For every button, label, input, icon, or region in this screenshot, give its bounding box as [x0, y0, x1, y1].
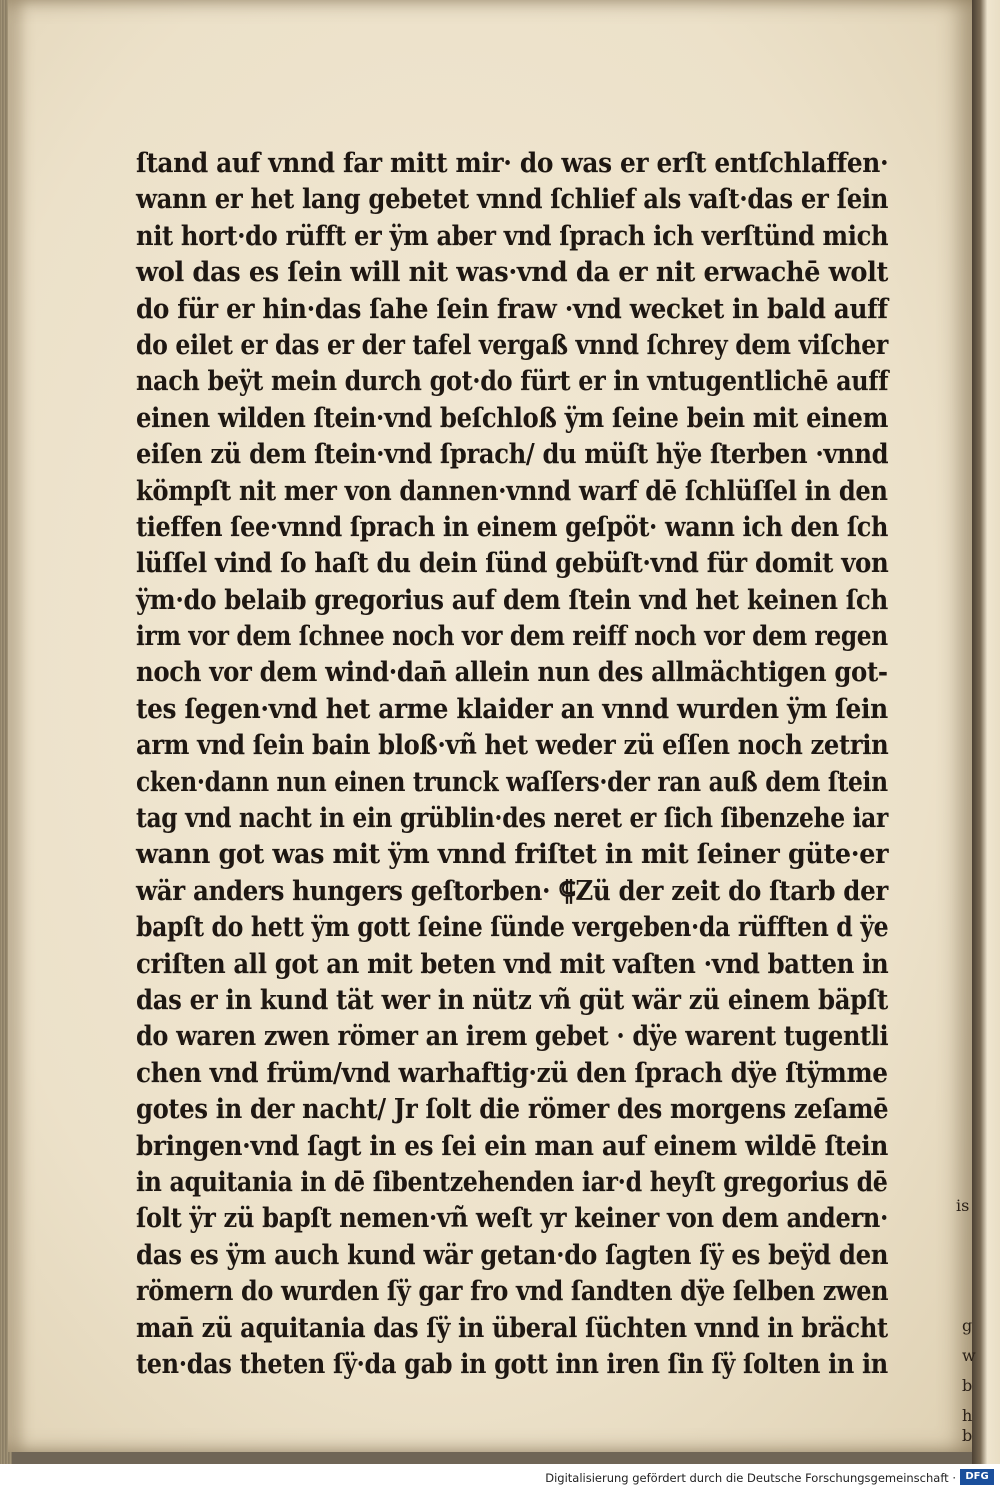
text-line: do waren zwen römer an irem gebet · dÿe warent tugentli [136, 1021, 889, 1053]
facing-page-glyph: b [962, 1426, 973, 1445]
facing-page-glyph: h [962, 1406, 973, 1425]
text-line: das er in kund tät wer in nütz vñ güt wär zü einem bäpſt [136, 984, 888, 1016]
text-line: eiſen zü dem ſtein·vnd ſprach/ du müſt hÿe ſterben ·vnnd [136, 439, 889, 471]
text-line: tag vnd nacht in ein grüblin·des neret er ſich ſibenzehe iar [136, 803, 888, 835]
text-line: man̄ zü aquitania das ſÿ in überal ſüchten vnnd in brächt [136, 1312, 888, 1344]
text-line: arm vnd ſein bain bloß·vñ het weder zü eſſen noch zetrin [136, 730, 889, 762]
text-block [136, 146, 888, 1383]
text-line: ſtand auf vnnd far mitt mir· do was er erſt entſchlaffen· [136, 148, 889, 179]
dfg-logo: DFG [960, 1469, 994, 1485]
text-line: bringen·vnd ſagt in es ſei ein man auf einem wildē ſtein [136, 1130, 888, 1162]
text-line: wann got was mit ÿm vnnd friſtet in mit ſeiner güte·er [136, 839, 889, 871]
facing-page-glyph: b [962, 1376, 973, 1395]
text-line: einen wilden ſtein·vnd beſchloß ÿm ſeine bein mit einem [136, 402, 888, 434]
text-line: wann er het lang gebetet vnnd ſchlief als vaſt·das er ſein [136, 184, 889, 216]
facing-page-glyph: is [956, 1196, 970, 1215]
text-line: in aquitania in dē ſibentzehenden iar·d heyſt gregorius dē [136, 1166, 888, 1198]
text-line: nit hort·do rüfft er ÿm aber vnd ſprach ich verſtünd mich [136, 220, 889, 252]
text-line: chen vnd früm/vnd warhaftig·zü den ſprach dÿe ſtÿmme [136, 1057, 888, 1089]
text-line: tes ſegen·vnd het arme klaider an vnnd wurden ÿm ſein [136, 693, 888, 725]
facing-page-glyph: g [962, 1316, 973, 1335]
text-line: kömpſt nit mer von dannen·vnnd warf dē ſchlüſſel in den [136, 475, 888, 507]
text-line: wär anders hungers geſtorben· ⸿Zü der zeit do ſtarb der [136, 875, 888, 907]
text-line: tieffen ſee·vnnd ſprach in einem geſpöt· wann ich den ſch [136, 511, 889, 543]
text-line: nach beÿt mein durch got·do fürt er in vntugentlichē auff [136, 366, 889, 398]
text-line: noch vor dem wind·dan̄ allein nun des allmächtigen got- [136, 657, 888, 689]
text-line: gotes in der nacht/ Jr ſolt die römer des morgens zeſamē [136, 1094, 889, 1126]
text-line: criſten all got an mit beten vnd mit vaſten ·vnd batten in [136, 948, 889, 980]
text-line: cken·dann nun einen trunck waſſers·der ran auß dem ſtein [136, 766, 888, 798]
text-line: lüſſel vind ſo haſt du dein ſünd gebüſt·vnd für domit von [136, 548, 889, 580]
text-line: bapſt do hett ÿm gott ſeine ſünde vergeben·da rüfften d ÿe [136, 912, 889, 944]
facing-page-glyph: w [962, 1346, 976, 1365]
text-line: wol das es ſein will nit was·vnd da er nit erwachē wolt [136, 257, 888, 289]
text-line: ten·das theten ſÿ·da gab in gott inn iren ſin ſÿ ſolten in in [136, 1348, 888, 1380]
funding-credit: Digitalisierung gefördert durch die Deutsche Forschungsgemeinschaft · [545, 1471, 956, 1485]
text-line: das es ÿm auch kund wär getan·do ſagten ſÿ es beÿd den [136, 1239, 889, 1271]
text-line: ſolt ÿr zü bapſt nemen·vñ weſt yr keiner von dem andern· [136, 1203, 889, 1235]
text-line: irm vor dem ſchnee noch vor dem reiff noch vor dem regen [136, 621, 888, 653]
book-page [8, 0, 978, 1452]
text-line: do eilet er das er der tafel vergaß vnnd ſchrey dem viſcher [136, 329, 888, 361]
text-line: römern do wurden ſÿ gar fro vnd ſandten dÿe ſelben zwen [136, 1276, 889, 1308]
text-line: ÿm·do belaib gregorius auf dem ſtein vnd het keinen ſch [136, 584, 888, 616]
binding-gutter [956, 0, 1000, 1464]
footer-bar [0, 1464, 1000, 1492]
text-line: do für er hin·das ſahe ſein fraw ·vnd wecket in bald auff [136, 293, 888, 325]
